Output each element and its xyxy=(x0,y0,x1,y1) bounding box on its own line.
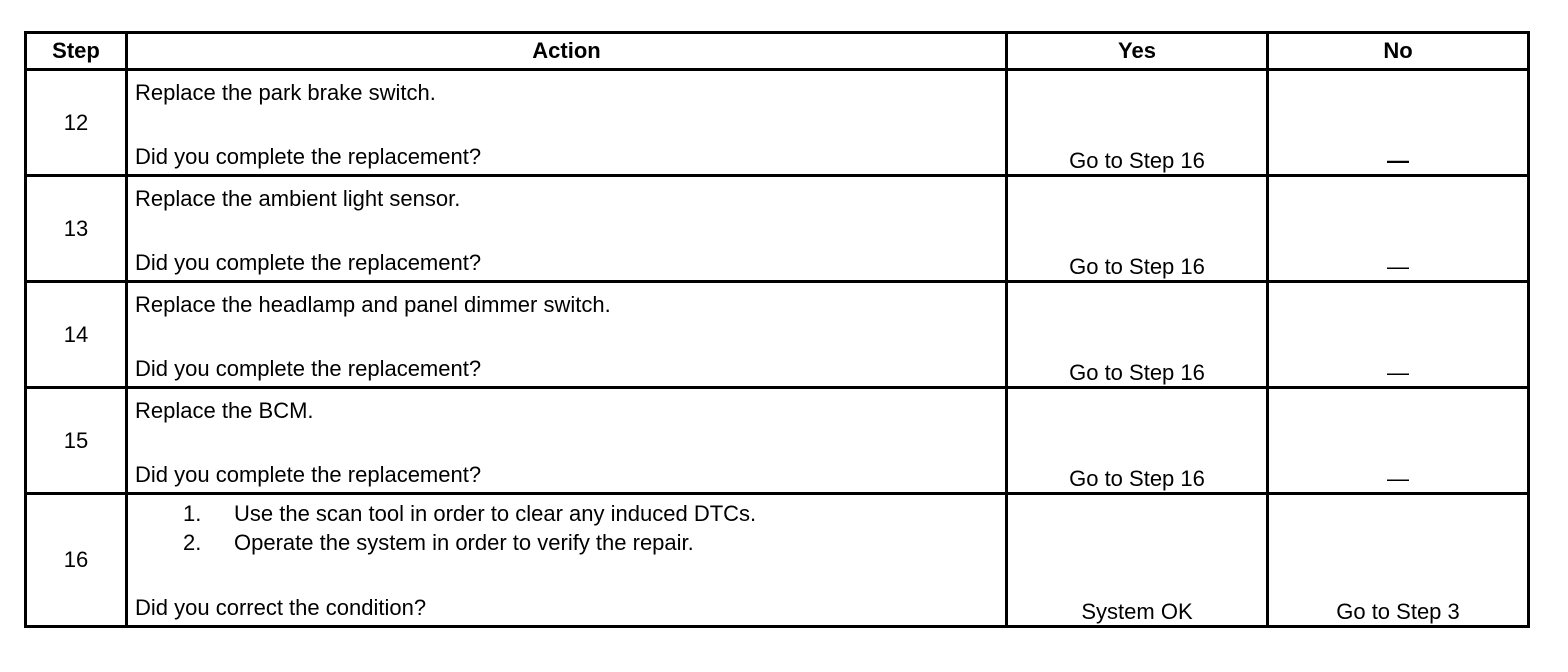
table-row-step-12 xyxy=(26,70,1529,176)
step-number: 13 xyxy=(26,176,127,282)
action-cell xyxy=(127,176,1007,282)
action-instruction: Replace the ambient light sensor. xyxy=(135,186,461,211)
action-instruction: Replace the headlamp and panel dimmer switch. xyxy=(135,292,611,317)
no-result: — xyxy=(1268,388,1529,494)
yes-result: System OK xyxy=(1007,494,1268,627)
action-question: Did you complete the replacement? xyxy=(135,250,482,275)
table-row-step-13 xyxy=(26,176,1529,282)
header-step: Step xyxy=(26,33,127,70)
yes-result: Go to Step 16 xyxy=(1007,282,1268,388)
action-question: Did you complete the replacement? xyxy=(135,462,482,487)
substep-text: Use the scan tool in order to clear any induced DTCs. xyxy=(234,501,757,526)
step-number: 15 xyxy=(26,388,127,494)
action-cell xyxy=(127,494,1007,627)
table-row-step-16 xyxy=(26,494,1529,627)
header-action: Action xyxy=(127,33,1007,70)
yes-result: Go to Step 16 xyxy=(1007,176,1268,282)
diagnostic-table xyxy=(24,31,1530,628)
action-instruction: Replace the BCM. xyxy=(135,398,314,423)
substep-text: Operate the system in order to verify the repair. xyxy=(234,530,694,555)
step-number: 12 xyxy=(26,70,127,176)
header-no: No xyxy=(1268,33,1529,70)
substep-number: 1. xyxy=(183,501,202,526)
no-result: — xyxy=(1268,176,1529,282)
table-row-step-15 xyxy=(26,388,1529,494)
action-question: Did you complete the replacement? xyxy=(135,356,482,381)
yes-result: Go to Step 16 xyxy=(1007,388,1268,494)
header-row xyxy=(26,33,1529,70)
yes-result: Go to Step 16 xyxy=(1007,70,1268,176)
no-result: — xyxy=(1268,70,1529,176)
action-cell xyxy=(127,70,1007,176)
action-question: Did you complete the replacement? xyxy=(135,144,482,169)
substep-number: 2. xyxy=(183,530,202,555)
no-result: Go to Step 3 xyxy=(1268,494,1529,627)
action-instruction: Replace the park brake switch. xyxy=(135,80,436,105)
action-question: Did you correct the condition? xyxy=(135,595,427,620)
action-cell xyxy=(127,388,1007,494)
step-number: 16 xyxy=(26,494,127,627)
step-number: 14 xyxy=(26,282,127,388)
no-result: — xyxy=(1268,282,1529,388)
table-row-step-14 xyxy=(26,282,1529,388)
action-cell xyxy=(127,282,1007,388)
header-yes: Yes xyxy=(1007,33,1268,70)
